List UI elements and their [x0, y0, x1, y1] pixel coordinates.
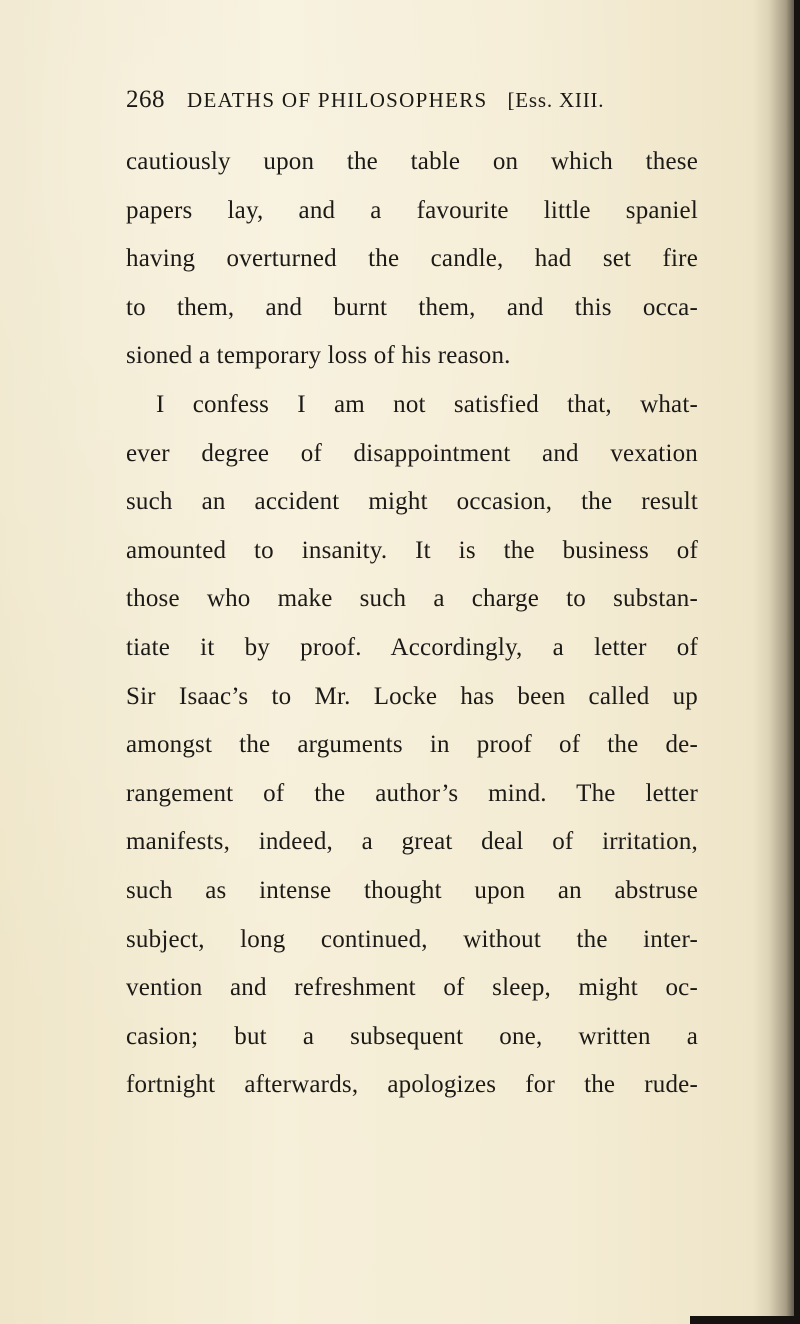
text-line: manifests, indeed, a great deal of irritation, [126, 828, 698, 856]
text-line: papers lay, and a favourite little spaniel [126, 196, 698, 224]
text-line: sioned a temporary loss of his reason. [126, 342, 511, 370]
page-number: 268 [126, 86, 165, 113]
paragraph-1 [126, 138, 698, 381]
text-line: to them, and burnt them, and this occa- [126, 293, 698, 321]
text-line: subject, long continued, without the inter- [126, 925, 698, 953]
spine-shadow [752, 0, 800, 1324]
text-line: vention and refreshment of sleep, might oc- [126, 974, 698, 1002]
text-line: Sir Isaac’s to Mr. Locke has been called up [126, 682, 698, 710]
text-line: fortnight afterwards, apologizes for the rude- [126, 1071, 698, 1099]
text-line: amounted to insanity. It is the business of [126, 536, 698, 564]
text-line: casion; but a subsequent one, written a [126, 1022, 698, 1050]
text-line: I confess I am not satisfied that, what- [156, 390, 698, 418]
page-edge-shadow [690, 1316, 800, 1324]
paragraph-2 [126, 381, 698, 1110]
body-text [126, 138, 698, 1110]
text-line: those who make such a charge to substan- [126, 585, 698, 613]
text-line: rangement of the author’s mind. The letter [126, 779, 698, 807]
text-line: such an accident might occasion, the result [126, 488, 698, 516]
running-title: DEATHS OF PHILOSOPHERS [187, 88, 488, 112]
text-line: tiate it by proof. Accordingly, a letter of [126, 633, 698, 661]
section-reference: [Ess. XIII. [507, 88, 605, 112]
running-head [126, 86, 696, 124]
text-line: such as intense thought upon an abstruse [126, 876, 698, 904]
text-line: having overturned the candle, had set fire [126, 245, 698, 273]
text-line: amongst the arguments in proof of the de- [126, 731, 698, 759]
spine-edge [794, 0, 800, 1324]
text-line: cautiously upon the table on which these [126, 148, 698, 175]
text-line: ever degree of disappointment and vexation [126, 439, 698, 467]
